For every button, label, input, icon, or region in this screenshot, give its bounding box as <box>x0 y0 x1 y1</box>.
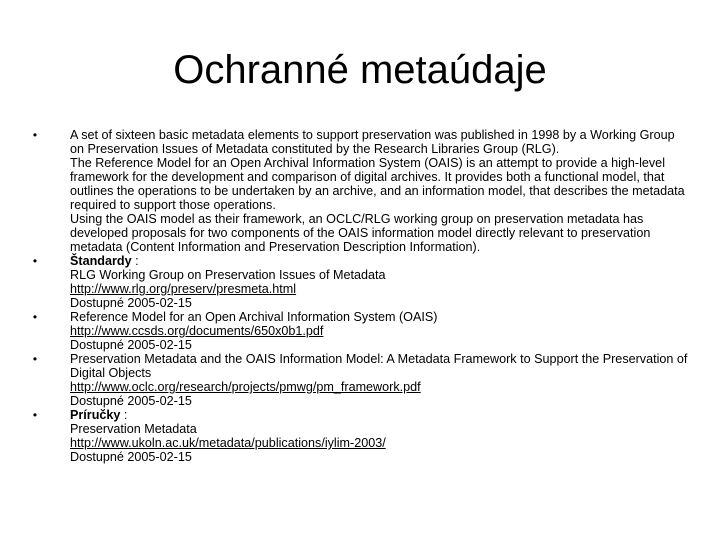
standard-name-oais: Reference Model for an Open Archival Information System (OAIS) <box>70 310 438 324</box>
bullet-dot-icon: • <box>32 408 38 422</box>
handbooks-heading: Príručky <box>70 408 121 422</box>
intro-paragraph-oais: The Reference Model for an Open Archival Information System (OAIS) is an attempt to provide a high-level framework for the development and comparison of digital archives. It provides both a functional model, that outlines the operations to be undertaken by an archive, and an information model, that describes the metadata required to support those operations. <box>70 156 685 212</box>
standards-heading: Štandardy <box>70 254 132 268</box>
standard-link-rlg[interactable]: http://www.rlg.org/preserv/presmeta.html <box>70 282 297 296</box>
bullet-item-oclc <box>30 352 692 408</box>
bullet-item-handbooks <box>30 408 692 464</box>
handbook-available-ukoln: Dostupné 2005-02-15 <box>70 450 192 464</box>
bullet-list <box>30 128 692 464</box>
slide-content <box>30 128 692 464</box>
standard-link-oclc[interactable]: http://www.oclc.org/research/projects/pmwg/pm_framework.pdf <box>70 380 421 394</box>
standard-name-oclc: Preservation Metadata and the OAIS Information Model: A Metadata Framework to Support the Preservation of Digital Objects <box>70 352 688 380</box>
standard-available-oais: Dostupné 2005-02-15 <box>70 338 192 352</box>
bullet-dot-icon: • <box>32 254 38 268</box>
bullet-item-standards <box>30 254 692 310</box>
intro-paragraph-rlg: A set of sixteen basic metadata elements to support preservation was published in 1998 by a Working Group on Preservation Issues of Metadata constituted by the Research Libraries Group (RLG). <box>70 128 675 156</box>
standard-name-rlg: RLG Working Group on Preservation Issues of Metadata <box>70 268 386 282</box>
bullet-item-intro <box>30 128 692 254</box>
handbooks-heading-suffix: : <box>120 408 128 422</box>
standard-available-rlg: Dostupné 2005-02-15 <box>70 296 192 310</box>
standards-heading-suffix: : <box>131 254 139 268</box>
standard-link-oais[interactable]: http://www.ccsds.org/documents/650x0b1.pdf <box>70 324 324 338</box>
standard-available-oclc: Dostupné 2005-02-15 <box>70 394 192 408</box>
bullet-dot-icon: • <box>32 310 38 324</box>
handbooks-heading-line <box>70 408 692 422</box>
slide-title: Ochranné metaúdaje <box>173 48 547 92</box>
handbook-link-ukoln[interactable]: http://www.ukoln.ac.uk/metadata/publications/iylim-2003/ <box>70 436 386 450</box>
handbook-name-preservation: Preservation Metadata <box>70 422 197 436</box>
standards-heading-line <box>70 254 692 268</box>
bullet-dot-icon: • <box>32 128 38 142</box>
intro-paragraph-oclc: Using the OAIS model as their framework, an OCLC/RLG working group on preservation metadata has developed proposals for two components of the OAIS information model directly relevant to preservation metadata (Content Information and Preservation Description Information). <box>70 212 651 254</box>
bullet-dot-icon: • <box>32 352 38 366</box>
bullet-item-oais <box>30 310 692 352</box>
